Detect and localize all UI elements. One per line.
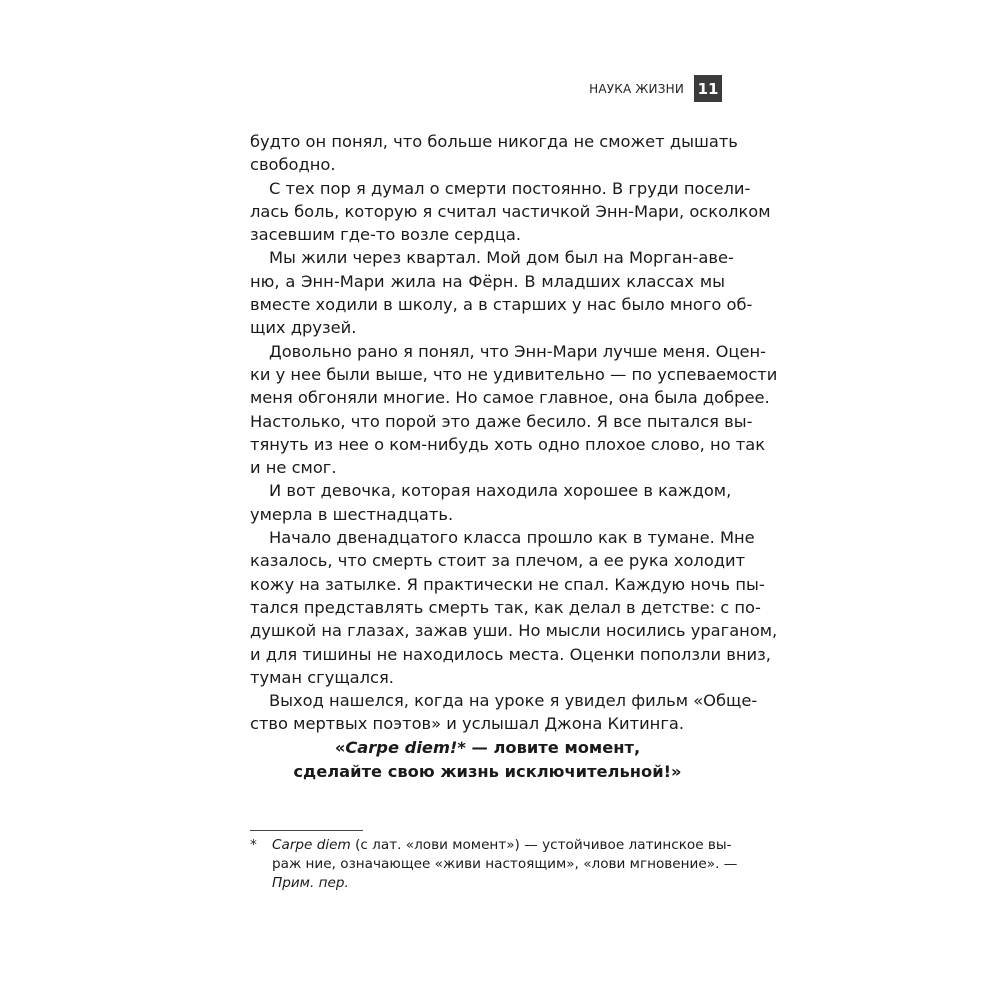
- text-line: умерла в шестнадцать.: [250, 504, 454, 524]
- text-line: ство мертвых поэтов» и услышал Джона Китинга.: [250, 714, 685, 734]
- section-title: НАУКА ЖИЗНИ: [589, 81, 684, 96]
- footnote-line-2: раж ние, означающее «живи настоящим», «лови мгновение». —: [272, 856, 738, 872]
- text-line: тянуть из нее о ком-нибудь хоть одно плохое слово, но так: [250, 434, 766, 454]
- footnote-marker: *: [250, 837, 257, 853]
- text-line: тался представлять смерть так, как делал в детстве: с по-: [250, 597, 761, 617]
- text-line: Мы жили через квартал. Мой дом был на Морган-аве-: [269, 248, 734, 268]
- page-number-badge: 11: [694, 75, 722, 102]
- pull-quote: [250, 736, 725, 783]
- footnote-line-1-rest: (с лат. «лови момент») — устойчивое латинское вы-: [350, 837, 732, 853]
- text-line: лась боль, которую я считал частичкой Энн-Мари, осколком: [250, 201, 771, 221]
- footnote-line-1: [250, 836, 732, 855]
- text-line: щих друзей.: [250, 318, 357, 338]
- text-line: будто он понял, что больше никогда не сможет дышать: [250, 132, 738, 151]
- body-text: [250, 130, 778, 736]
- pull-quote-line-2: сделайте свою жизнь исключительной!»: [293, 761, 682, 781]
- footnote-translator-note: Прим. пер.: [272, 875, 349, 891]
- footnote: [250, 836, 738, 893]
- text-line: меня обгоняли многие. Но самое главное, она была добрее.: [250, 388, 770, 408]
- text-line: И вот девочка, которая находила хорошее в каждом,: [269, 481, 732, 501]
- text-line: засевшим где-то возле сердца.: [250, 225, 522, 245]
- text-line: ню, а Энн-Мари жила на Фёрн. В младших классах мы: [250, 271, 725, 291]
- text-line: вместе ходили в школу, а в старших у нас было много об-: [250, 295, 753, 315]
- text-line: туман сгущался.: [250, 667, 394, 687]
- text-line: Начало двенадцатого класса прошло как в тумане. Мне: [269, 528, 755, 548]
- text-line: казалось, что смерть стоит за плечом, а ее рука холодит: [250, 551, 746, 571]
- quote-line-1-rest: * — ловите момент,: [457, 738, 641, 757]
- quote-open-mark: «: [334, 738, 346, 757]
- text-line: Довольно рано я понял, что Энн-Мари лучше меня. Оцен-: [269, 341, 767, 361]
- text-line: ки у нее были выше, что не удивительно — по успеваемости: [250, 364, 778, 384]
- footnote-latin-term: Carpe diem: [272, 837, 351, 853]
- text-line: Выход нашелся, когда на уроке я увидел фильм «Обще-: [269, 691, 758, 711]
- text-line: С тех пор я думал о смерти постоянно. В груди посели-: [269, 178, 751, 198]
- footnote-divider: [250, 830, 363, 831]
- text-line: и для тишины не находилось места. Оценки поползли вниз,: [250, 644, 771, 664]
- quote-latin-phrase: Carpe diem!: [345, 738, 458, 757]
- text-line: свободно.: [250, 155, 336, 175]
- pull-quote-line-1: [250, 736, 725, 760]
- text-line: душкой на глазах, зажав уши. Но мысли носились ураганом,: [250, 621, 778, 641]
- text-line: кожу на затылке. Я практически не спал. Каждую ночь пы-: [250, 574, 765, 594]
- text-line: и не смог.: [250, 458, 337, 478]
- running-head: [520, 75, 722, 102]
- text-line: Настолько, что порой это даже бесило. Я все пытался вы-: [250, 411, 753, 431]
